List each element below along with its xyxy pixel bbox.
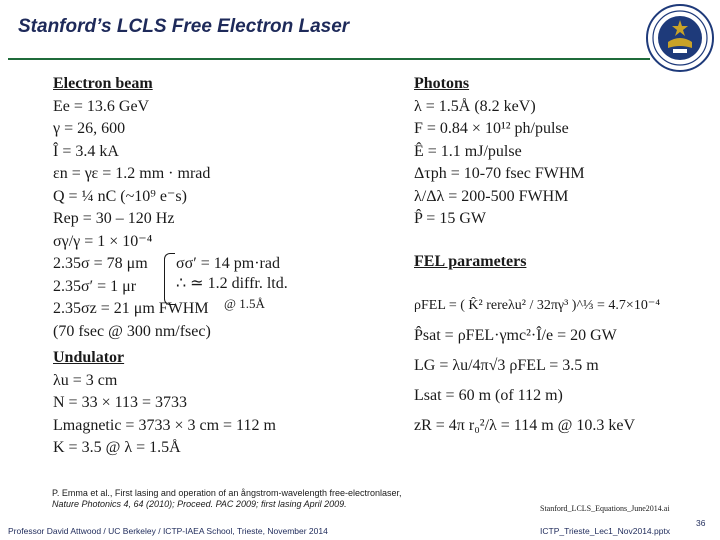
electron-beam-line: 2.35σz = 21 μm FWHM [53,300,209,317]
undulator-line: Lmagnetic = 3733 × 3 cm = 112 m [53,416,276,434]
electron-beam-line: 2.35σ′ = 1 μr [53,277,137,295]
photons-line: F = 0.84 × 10¹² ph/pulse [414,120,569,137]
photons-line: Δτph = 10-70 fsec FWHM [414,165,585,182]
slide-title: Stanford’s LCLS Free Electron Laser [18,16,350,37]
electron-beam-line: εn = γε = 1.2 mm · mrad [53,165,211,182]
electron-beam-line: Î = 3.4 kA [53,142,119,160]
footer-author: Professor David Attwood / UC Berkeley / ICTP-IAEA School, Trieste, November 2014 [8,526,328,536]
fel-parameters-section [414,247,660,441]
fel-parameter-line: Lsat = 60 m (of 112 m) [414,387,563,404]
undulator-heading: Undulator [53,349,125,366]
emittance-note-line: @ 1.5Å [224,296,265,311]
undulator-line: N = 33 × 113 = 3733 [53,394,188,411]
photons-line: Ê = 1.1 mJ/pulse [414,142,522,160]
emittance-note-line: ∴ ≃ 1.2 diffr. ltd. [176,275,288,292]
electron-beam-line: (70 fsec @ 300 nm/fsec) [53,322,211,340]
photons-line: P̂ = 15 GW [414,210,486,227]
fel-parameter-line: zR = 4π r₀²/λ = 114 m @ 10.3 keV [414,417,636,434]
footer-filename: ICTP_Trieste_Lec1_Nov2014.pptx [540,526,671,536]
photons-line: λ/Δλ = 200-500 FWHM [414,187,569,205]
reference-line: P. Emma et al., First lasing and operation of an ångstrom-wavelength free-electronlaser, [52,488,402,498]
uc-berkeley-seal-icon [646,4,714,72]
electron-beam-line: σγ/γ = 1 × 10⁻⁴ [53,232,153,250]
electron-beam-heading: Electron beam [53,75,153,92]
fel-parameter-line: P̂sat = ρFEL·γmc²·Î/e = 20 GW [414,327,617,344]
electron-beam-line: 2.35σ = 78 μm [53,255,148,272]
fel-parameter-line: LG = λu/4π√3 ρFEL = 3.5 m [414,357,599,374]
emittance-note [176,254,288,314]
reference-citation [52,488,402,510]
undulator-line: K = 3.5 @ λ = 1.5Å [53,439,181,456]
source-filename: Stanford_LCLS_Equations_June2014.ai [540,504,670,513]
emittance-note-line: σσ′ = 14 pm·rad [176,255,280,272]
electron-beam-line: Rep = 30 – 120 Hz [53,210,175,227]
photons-heading: Photons [414,75,470,92]
photons-line: λ = 1.5Å (8.2 keV) [414,97,536,115]
emittance-brace [164,253,175,305]
electron-beam-line: Ee = 13.6 GeV [53,97,150,115]
photons-section [414,73,585,231]
fel-parameter-line: ρFEL = ( K̂² rereλu² / 32πγ³ )^⅓ = 4.7×10⁻⁴ [414,298,661,313]
title-rule [8,58,650,60]
reference-line: Nature Photonics 4, 64 (2010); Proceed. PAC 2009; first lasing April 2009. [52,499,347,509]
fel-parameters-heading: FEL parameters [414,253,527,270]
page-number: 36 [696,518,706,528]
electron-beam-line: γ = 26, 600 [53,120,126,137]
electron-beam-line: Q = ¼ nC (~10⁹ e⁻s) [53,187,187,205]
undulator-line: λu = 3 cm [53,371,118,389]
